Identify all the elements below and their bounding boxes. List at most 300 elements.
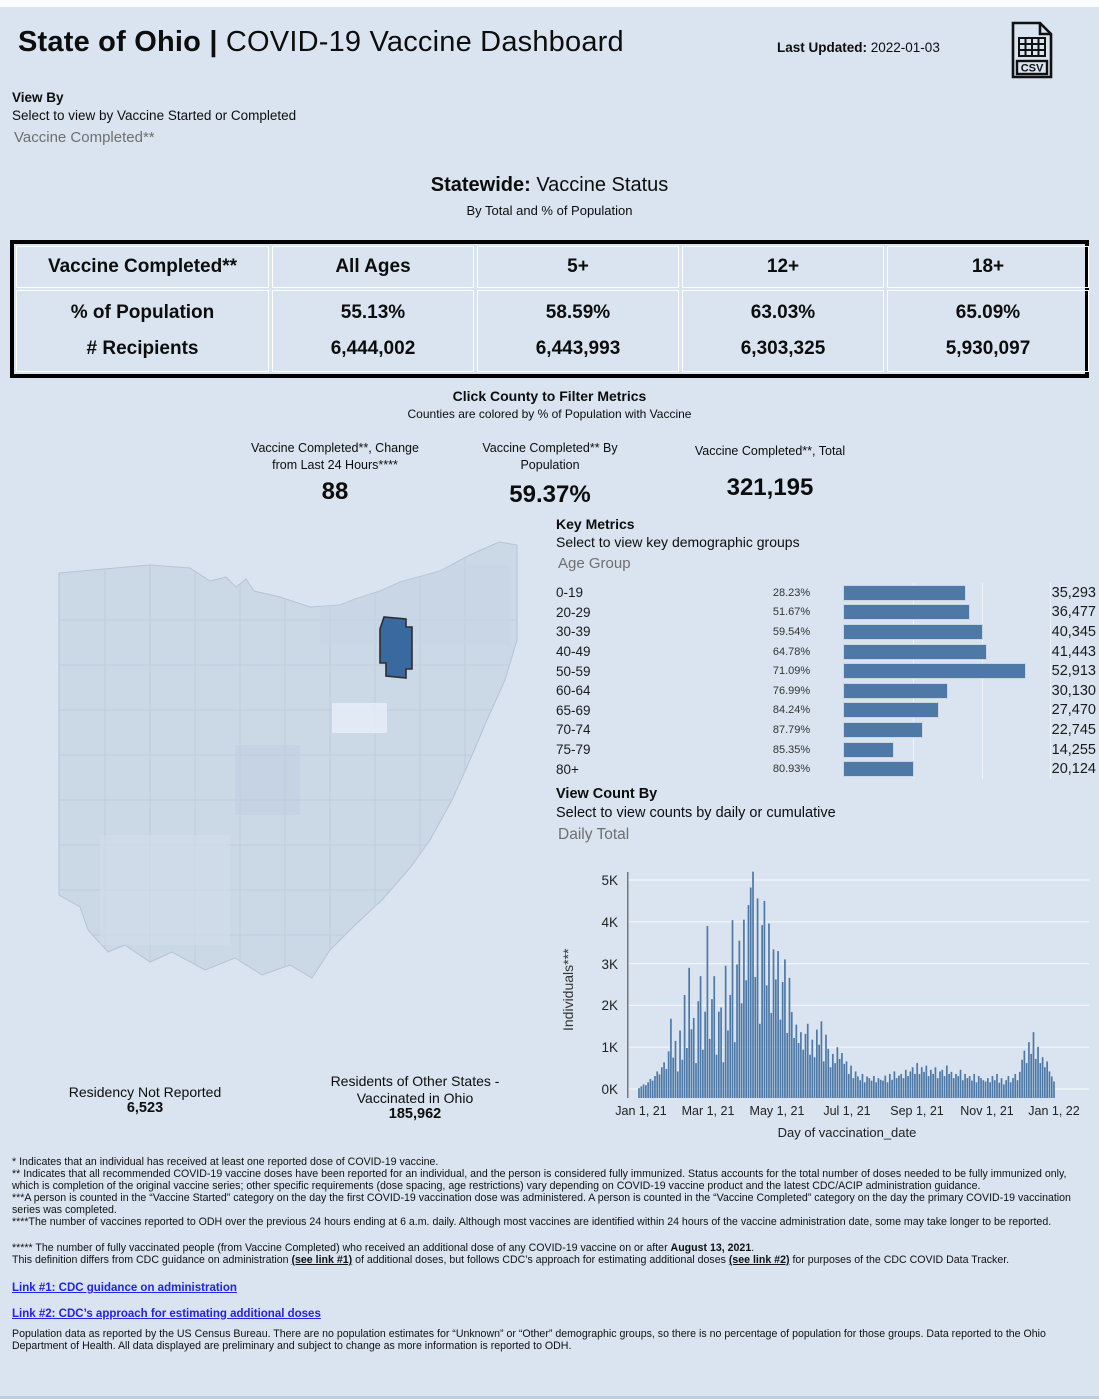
daily-bar bbox=[985, 1081, 987, 1098]
daily-bar bbox=[914, 1074, 916, 1098]
pct-value: 55.13% bbox=[340, 302, 406, 323]
daily-bar bbox=[638, 1088, 640, 1098]
recipients-value: 5,930,097 bbox=[945, 338, 1031, 359]
x-tick-may21: May 1, 21 bbox=[749, 1104, 805, 1118]
footnote-6-text-c: for purposes of the CDC COVID Data Tracker. bbox=[789, 1254, 1010, 1266]
daily-bar bbox=[1008, 1076, 1010, 1098]
daily-bar bbox=[727, 1030, 729, 1098]
daily-bar bbox=[843, 1064, 845, 1098]
daily-bar bbox=[830, 1067, 832, 1098]
daily-bar bbox=[645, 1085, 647, 1098]
daily-bar bbox=[736, 964, 738, 1098]
age-group-percent: 84.24% bbox=[772, 704, 811, 717]
daily-bar bbox=[896, 1078, 898, 1098]
age-group-percent: 64.78% bbox=[772, 645, 811, 658]
age-bar-row bbox=[556, 583, 1096, 603]
daily-bar bbox=[903, 1078, 905, 1098]
age-group-count: 41,443 bbox=[1051, 643, 1096, 660]
daily-bar bbox=[748, 905, 750, 1098]
footnote-3: ***A person is counted in the “Vaccine Started” category on the day the first COVID-19 vaccination dose was administered. A person is counted in the “Vaccine Completed” category on the day the primary COVID-19 vaccination series was completed. bbox=[12, 1192, 1071, 1216]
daily-bar bbox=[925, 1066, 927, 1098]
statewide-heading bbox=[0, 174, 1099, 197]
daily-bar bbox=[718, 1012, 720, 1098]
other-states-label: Residents of Other States - Vaccinated in Ohio bbox=[330, 1073, 500, 1106]
key-metrics-title: Key Metrics bbox=[556, 516, 635, 532]
daily-bar bbox=[832, 1054, 834, 1098]
daily-bar bbox=[846, 1061, 848, 1098]
daily-bar bbox=[811, 1040, 813, 1098]
daily-bar bbox=[734, 1042, 736, 1098]
other-states-value: 185,962 bbox=[388, 1106, 442, 1122]
age-bar-row bbox=[556, 622, 1096, 642]
daily-bar bbox=[640, 1086, 642, 1098]
daily-bar bbox=[691, 1029, 693, 1098]
daily-bar bbox=[1012, 1078, 1014, 1098]
x-tick-sep21: Sep 1, 21 bbox=[890, 1104, 944, 1118]
daily-bar bbox=[871, 1081, 873, 1098]
daily-bar bbox=[675, 1041, 677, 1098]
age-group-label: 50-59 bbox=[556, 663, 591, 679]
daily-bar bbox=[1010, 1082, 1012, 1098]
daily-bar bbox=[837, 1047, 839, 1098]
daily-bar bbox=[786, 1033, 788, 1098]
pct-value: 63.03% bbox=[750, 302, 816, 323]
daily-bar bbox=[910, 1071, 912, 1098]
daily-bar bbox=[770, 1013, 772, 1098]
metric-by-population-label: Vaccine Completed** By Population bbox=[482, 441, 618, 472]
daily-bar bbox=[941, 1070, 943, 1098]
daily-bar bbox=[686, 1048, 688, 1098]
daily-bar bbox=[891, 1080, 893, 1098]
table-col-18plus bbox=[887, 246, 1089, 372]
daily-bar bbox=[855, 1071, 857, 1098]
age-bar-track bbox=[843, 663, 1047, 679]
view-by-title: View By bbox=[12, 90, 64, 105]
age-bar-track bbox=[843, 585, 1047, 601]
daily-bar bbox=[1005, 1080, 1007, 1098]
daily-bar bbox=[887, 1082, 889, 1098]
table-col-all-ages bbox=[272, 246, 474, 372]
daily-bar bbox=[951, 1072, 953, 1098]
daily-bar bbox=[978, 1076, 980, 1098]
age-group-percent: 76.99% bbox=[772, 684, 811, 697]
last-updated-value: 2022-01-03 bbox=[867, 40, 940, 55]
daily-bar bbox=[953, 1078, 955, 1098]
daily-bar bbox=[702, 1050, 704, 1098]
daily-bar bbox=[884, 1076, 886, 1098]
daily-bar bbox=[1028, 1042, 1030, 1098]
metric-change-24h-value: 88 bbox=[321, 478, 349, 505]
age-group-count: 36,477 bbox=[1051, 604, 1096, 621]
daily-bar bbox=[816, 1030, 818, 1098]
daily-chart-svg bbox=[627, 866, 1089, 1102]
daily-bar bbox=[864, 1082, 866, 1098]
daily-bar bbox=[697, 1001, 699, 1098]
recipients-value: 6,444,002 bbox=[330, 338, 416, 359]
daily-bar bbox=[713, 976, 715, 1098]
footnote-4: ****The number of vaccines reported to ODH over the previous 24 hours ending at 6 a.m. daily. Although most vaccines are identified within 24 hours of the vaccine administration date, some may take longer to be reported. bbox=[12, 1216, 1052, 1228]
residency-not-reported-value: 6,523 bbox=[126, 1100, 164, 1116]
page-title-rest: COVID-19 Vaccine Dashboard bbox=[217, 26, 624, 58]
daily-bar bbox=[944, 1076, 946, 1098]
age-group-label: 65-69 bbox=[556, 702, 591, 718]
daily-bar bbox=[709, 1039, 711, 1098]
x-tick-nov21: Nov 1, 21 bbox=[960, 1104, 1014, 1118]
age-bar bbox=[843, 742, 894, 758]
age-group-count: 40,345 bbox=[1051, 623, 1096, 640]
age-bar-track bbox=[843, 702, 1047, 718]
daily-bar bbox=[725, 966, 727, 1098]
age-bar-row bbox=[556, 701, 1096, 721]
age-group-percent: 28.23% bbox=[772, 586, 811, 599]
daily-bar bbox=[882, 1081, 884, 1098]
daily-bar bbox=[784, 959, 786, 1098]
daily-bar bbox=[716, 1055, 718, 1098]
daily-bar bbox=[768, 923, 770, 1098]
pct-value: 65.09% bbox=[955, 302, 1021, 323]
daily-bar bbox=[766, 985, 768, 1098]
age-group-percent: 80.93% bbox=[772, 763, 811, 776]
daily-bar bbox=[967, 1078, 969, 1098]
daily-bar bbox=[752, 872, 754, 1098]
daily-bar bbox=[750, 888, 752, 1098]
col-header: 5+ bbox=[477, 246, 679, 288]
daily-bar bbox=[1039, 1063, 1041, 1098]
daily-bar bbox=[1030, 1054, 1032, 1098]
daily-bar bbox=[782, 982, 784, 1098]
daily-bar bbox=[912, 1067, 914, 1098]
daily-bar bbox=[987, 1078, 989, 1098]
daily-bar bbox=[859, 1080, 861, 1098]
daily-bar bbox=[894, 1071, 896, 1098]
view-count-dropdown[interactable]: Daily Total bbox=[558, 826, 630, 843]
age-bar bbox=[843, 722, 923, 738]
age-group-label: 75-79 bbox=[556, 742, 591, 758]
window-top-strip bbox=[0, 0, 1099, 7]
cdc-guidance-link[interactable]: Link #1: CDC guidance on administration bbox=[12, 1282, 237, 1294]
daily-bar bbox=[654, 1076, 656, 1098]
age-bar bbox=[843, 702, 939, 718]
daily-bar bbox=[996, 1074, 998, 1098]
y-tick-4k: 4K bbox=[601, 915, 618, 930]
age-bar-chart bbox=[556, 583, 1096, 779]
daily-bar bbox=[823, 1061, 825, 1098]
age-bar-track bbox=[843, 683, 1047, 699]
daily-bar bbox=[852, 1078, 854, 1098]
age-chart-rows bbox=[556, 583, 1096, 779]
daily-bar bbox=[957, 1076, 959, 1098]
y-tick-5k: 5K bbox=[601, 873, 618, 888]
census-note: Population data as reported by the US Census Bureau. There are no population estimates for “Unknown” or “Other” demographic groups, so there is no percentage of population for those groups. Data reported to the Ohio Department of Health. All data displayed are preliminary and subject to change as more information is reported to ODH. bbox=[12, 1328, 1046, 1352]
daily-bar bbox=[834, 1063, 836, 1098]
age-bar-row bbox=[556, 642, 1096, 662]
daily-bar bbox=[875, 1082, 877, 1098]
daily-bar bbox=[800, 1032, 802, 1098]
daily-bar bbox=[720, 1007, 722, 1098]
view-by-subtitle: Select to view by Vaccine Started or Completed bbox=[12, 108, 297, 123]
daily-bar bbox=[980, 1078, 982, 1098]
daily-bar bbox=[868, 1078, 870, 1098]
y-tick-3k: 3K bbox=[601, 957, 618, 972]
daily-bar bbox=[668, 1051, 670, 1098]
metric-by-population-value: 59.37% bbox=[509, 481, 591, 508]
see-link-2: (see link #2) bbox=[728, 1254, 790, 1266]
age-bar-track bbox=[843, 761, 1047, 777]
row-label-recipients: # Recipients bbox=[86, 338, 199, 359]
daily-bar bbox=[930, 1070, 932, 1098]
daily-bar bbox=[707, 926, 709, 1098]
view-by-dropdown[interactable]: Vaccine Completed** bbox=[14, 129, 155, 146]
daily-bar bbox=[982, 1080, 984, 1098]
daily-bar bbox=[932, 1074, 934, 1098]
daily-bar bbox=[971, 1081, 973, 1098]
statewide-subheading: By Total and % of Population bbox=[466, 203, 633, 218]
metric-total-label: Vaccine Completed**, Total bbox=[694, 444, 846, 458]
daily-bar bbox=[960, 1070, 962, 1098]
daily-bar bbox=[681, 1060, 683, 1098]
daily-bar bbox=[862, 1074, 864, 1098]
daily-bar bbox=[937, 1078, 939, 1098]
age-bar-row bbox=[556, 740, 1096, 760]
daily-bar bbox=[1014, 1074, 1016, 1098]
daily-bar bbox=[898, 1076, 900, 1098]
age-group-count: 22,745 bbox=[1051, 721, 1096, 738]
daily-bar bbox=[745, 980, 747, 1098]
age-group-percent: 71.09% bbox=[772, 665, 811, 678]
y-tick-1k: 1K bbox=[601, 1040, 618, 1055]
daily-bar bbox=[729, 995, 731, 1098]
daily-bar bbox=[643, 1084, 645, 1098]
daily-bar bbox=[827, 1049, 829, 1098]
page-title-bold: State of Ohio bbox=[18, 26, 202, 58]
daily-bar bbox=[946, 1066, 948, 1098]
daily-bar bbox=[818, 1045, 820, 1098]
footnote-2: ** Indicates that all recommended COVID-19 vaccine doses have been reported for an individual, and the person is considered fully immunized. Status accounts for the total number of doses needed to be fully immunized only, which is completion of the original vaccine series; other specific requirements (dose spacing, age restrictions) vary depending on COVID-19 vaccine product and the latest CDC/ACIP administration guidance. bbox=[12, 1168, 1067, 1192]
daily-bar bbox=[741, 1003, 743, 1098]
daily-bar bbox=[723, 1062, 725, 1098]
table-col-5plus bbox=[477, 246, 679, 372]
daily-bar bbox=[777, 951, 779, 1098]
page-title bbox=[18, 26, 624, 59]
footnote-5 bbox=[12, 1242, 1090, 1254]
daily-bar bbox=[711, 999, 713, 1098]
daily-bar bbox=[821, 1021, 823, 1098]
pct-value: 58.59% bbox=[545, 302, 611, 323]
see-link-1: (see link #1) bbox=[291, 1254, 353, 1266]
last-updated bbox=[777, 40, 940, 55]
age-bar-track bbox=[843, 644, 1047, 660]
x-tick-mar21: Mar 1, 21 bbox=[681, 1104, 735, 1118]
view-count-title: View Count By bbox=[556, 786, 658, 802]
daily-bar bbox=[935, 1067, 937, 1098]
daily-bar bbox=[759, 1024, 761, 1098]
age-bar bbox=[843, 683, 948, 699]
daily-bar bbox=[672, 1058, 674, 1098]
recipients-value: 6,303,325 bbox=[740, 338, 826, 359]
age-group-label: 80+ bbox=[556, 761, 579, 777]
age-group-count: 30,130 bbox=[1051, 682, 1096, 699]
footnote-6-text-a: This definition differs from CDC guidance on administration bbox=[12, 1254, 292, 1266]
daily-bar bbox=[1049, 1071, 1051, 1098]
daily-bar bbox=[994, 1080, 996, 1098]
table-col-labels bbox=[16, 246, 269, 372]
ohio-county-map[interactable] bbox=[40, 535, 530, 1015]
daily-bar bbox=[916, 1063, 918, 1098]
col-header: All Ages bbox=[272, 246, 474, 288]
age-group-label: 20-29 bbox=[556, 604, 591, 620]
age-bar bbox=[843, 604, 970, 620]
daily-bar bbox=[939, 1071, 941, 1098]
daily-bar bbox=[700, 976, 702, 1098]
daily-bar bbox=[695, 1063, 697, 1098]
footnote-5-text: ***** The number of fully vaccinated people (from Vaccine Completed) who received an additional dose of any COVID-19 vaccine on or after bbox=[12, 1242, 671, 1254]
daily-bar bbox=[647, 1082, 649, 1098]
daily-bar bbox=[732, 920, 734, 1098]
daily-bar bbox=[656, 1071, 658, 1098]
daily-bar bbox=[704, 1012, 706, 1098]
daily-bar bbox=[1046, 1061, 1048, 1098]
metric-total-value: 321,195 bbox=[726, 474, 814, 501]
age-group-label: 60-64 bbox=[556, 683, 591, 699]
daily-bar bbox=[738, 941, 740, 1098]
daily-bar bbox=[809, 1055, 811, 1098]
daily-bar bbox=[880, 1080, 882, 1098]
recipients-value: 6,443,993 bbox=[535, 338, 621, 359]
daily-bar bbox=[928, 1076, 930, 1098]
daily-bar bbox=[976, 1082, 978, 1098]
age-group-label: 40-49 bbox=[556, 644, 591, 660]
age-bar bbox=[843, 585, 966, 601]
daily-bar bbox=[1037, 1047, 1039, 1098]
x-tick-jul21: Jul 1, 21 bbox=[823, 1104, 871, 1118]
daily-bar bbox=[1019, 1072, 1021, 1098]
cdc-additional-doses-link[interactable]: Link #2: CDC’s approach for estimating additional doses bbox=[12, 1308, 321, 1320]
table-col-12plus bbox=[682, 246, 884, 372]
daily-bar bbox=[693, 1018, 695, 1098]
daily-bar bbox=[789, 978, 791, 1098]
csv-download-button[interactable] bbox=[1008, 20, 1056, 80]
daily-bar bbox=[1001, 1078, 1003, 1098]
statewide-heading-rest: Vaccine Status bbox=[530, 174, 669, 196]
daily-bar bbox=[1033, 1032, 1035, 1098]
daily-bar bbox=[791, 1012, 793, 1098]
age-bar-track bbox=[843, 604, 1047, 620]
daily-bar bbox=[802, 1050, 804, 1098]
age-group-label: 70-74 bbox=[556, 722, 591, 738]
daily-bar bbox=[793, 1038, 795, 1098]
daily-bar bbox=[921, 1067, 923, 1098]
daily-bar bbox=[814, 1057, 816, 1098]
daily-bar bbox=[1021, 1060, 1023, 1098]
daily-bar bbox=[850, 1066, 852, 1098]
footnotes bbox=[12, 1156, 1090, 1352]
daily-bar bbox=[998, 1083, 1000, 1098]
daily-bar bbox=[989, 1082, 991, 1098]
daily-bar bbox=[795, 1025, 797, 1098]
daily-bar bbox=[923, 1072, 925, 1098]
age-group-percent: 85.35% bbox=[772, 743, 811, 756]
daily-bar bbox=[919, 1074, 921, 1098]
statewide-table bbox=[10, 240, 1089, 378]
daily-bar bbox=[743, 920, 745, 1098]
csv-icon-text: CSV bbox=[1020, 62, 1044, 75]
footnote-1: * Indicates that an individual has received at least one reported dose of COVID-19 vaccine. bbox=[12, 1156, 439, 1168]
age-bar-track bbox=[843, 722, 1047, 738]
daily-bar bbox=[964, 1074, 966, 1098]
age-bar-row bbox=[556, 603, 1096, 623]
footnote-6 bbox=[12, 1254, 1090, 1266]
y-axis-label: Individuals*** bbox=[560, 948, 576, 1032]
daily-bar bbox=[955, 1074, 957, 1098]
age-bar-track bbox=[843, 742, 1047, 758]
daily-bar bbox=[841, 1053, 843, 1098]
csv-file-icon bbox=[1008, 20, 1056, 80]
age-group-percent: 51.67% bbox=[772, 606, 811, 619]
daily-bar bbox=[889, 1074, 891, 1098]
daily-bar bbox=[948, 1074, 950, 1098]
age-bar bbox=[843, 624, 983, 640]
age-bar-track bbox=[843, 624, 1047, 640]
daily-bar bbox=[962, 1080, 964, 1098]
x-axis-label: Day of vaccination_date bbox=[777, 1125, 917, 1140]
pipe-separator: | bbox=[209, 26, 218, 58]
daily-bar bbox=[798, 1043, 800, 1098]
daily-bar bbox=[663, 1062, 665, 1098]
age-bar-row bbox=[556, 661, 1096, 681]
daily-bar bbox=[775, 979, 777, 1098]
daily-bar bbox=[969, 1076, 971, 1098]
county-filter-title: Click County to Filter Metrics bbox=[452, 388, 647, 404]
age-bar bbox=[843, 761, 914, 777]
row-label-pct: % of Population bbox=[70, 302, 215, 323]
x-tick-jan21: Jan 1, 21 bbox=[615, 1104, 667, 1118]
footnote-5-date: August 13, 2021 bbox=[670, 1242, 752, 1254]
daily-bar bbox=[1042, 1057, 1044, 1098]
age-group-count: 27,470 bbox=[1051, 702, 1096, 719]
y-tick-0k: 0K bbox=[601, 1082, 618, 1097]
age-bar-row bbox=[556, 681, 1096, 701]
daily-bar bbox=[652, 1081, 654, 1098]
daily-bar bbox=[764, 901, 766, 1098]
age-group-label: 30-39 bbox=[556, 624, 591, 640]
col-header: 12+ bbox=[682, 246, 884, 288]
daily-bar bbox=[1024, 1051, 1026, 1098]
daily-bar bbox=[679, 1030, 681, 1098]
daily-bar bbox=[1003, 1084, 1005, 1098]
daily-bar bbox=[677, 1071, 679, 1098]
daily-bar bbox=[1026, 1063, 1028, 1098]
key-metrics-dropdown[interactable]: Age Group bbox=[558, 555, 631, 572]
daily-bar bbox=[866, 1076, 868, 1098]
daily-bar bbox=[900, 1074, 902, 1098]
residency-not-reported-label: Residency Not Reported bbox=[68, 1084, 222, 1100]
footnote-6-text-b: of additional doses, but follows CDC’s approach for estimating additional doses bbox=[352, 1254, 729, 1266]
daily-bar bbox=[1051, 1076, 1053, 1098]
daily-bar bbox=[650, 1079, 652, 1098]
statewide-heading-bold: Statewide: bbox=[430, 174, 531, 196]
daily-bar bbox=[754, 977, 756, 1098]
daily-bar bbox=[848, 1074, 850, 1098]
daily-bar bbox=[1044, 1067, 1046, 1098]
daily-bar bbox=[661, 1067, 663, 1098]
daily-bar bbox=[807, 1024, 809, 1098]
daily-bar bbox=[757, 898, 759, 1098]
daily-bar bbox=[839, 1059, 841, 1098]
daily-bar bbox=[907, 1076, 909, 1098]
key-metrics-subtitle: Select to view key demographic groups bbox=[556, 534, 800, 550]
daily-bar bbox=[670, 1019, 672, 1098]
y-tick-2k: 2K bbox=[601, 998, 618, 1013]
